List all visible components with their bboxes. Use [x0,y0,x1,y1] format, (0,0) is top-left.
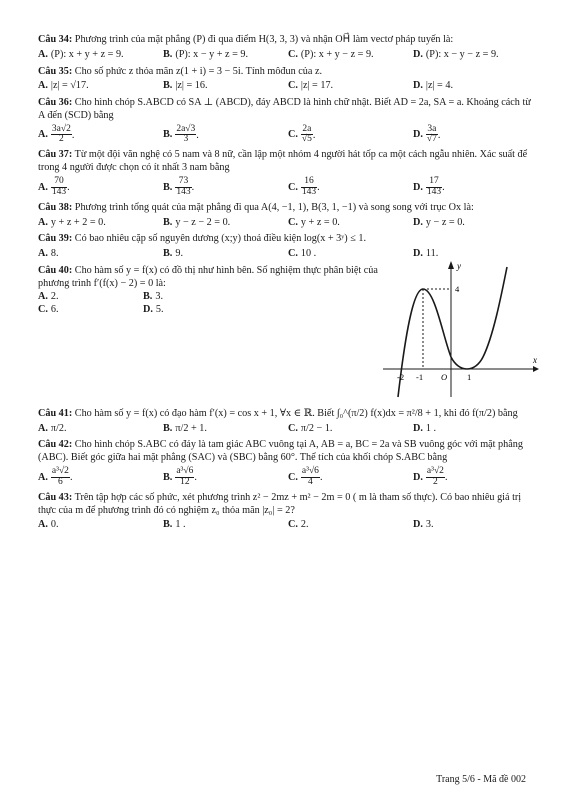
option-c[interactable]: C. (P): x + y − z = 9. [288,48,374,60]
option-d[interactable]: D. $\frac{\text{a³√2}}{2}$ . [413,465,448,487]
origin-label: O [441,371,448,382]
question-number: Câu 38: [38,201,73,213]
y-axis-arrow [448,261,454,269]
option-c[interactable]: C. y + z = 0. [288,216,340,228]
option-a[interactable]: A. $\frac{70}{143}$ . [38,175,70,197]
question-42 [38,439,538,487]
option-c[interactable]: C. 6. [38,304,59,316]
question-36 [38,97,538,145]
question-stem: Từ một đội văn nghệ có 5 nam và 8 nữ, cần lập một nhóm 4 người hát tốp ca một cách ngẫu nhiên. Xác suất để trong 4 người được chọn có ít nhất 3 nam bằng [38,149,528,174]
option-d[interactable]: D. (P): x − y − z = 9. [413,48,499,60]
option-c[interactable]: C. 2. [288,519,309,531]
option-b[interactable]: B. 3. [143,291,163,303]
question-37 [38,149,538,197]
option-d[interactable]: D. $\frac{3a}{√7}$ . [413,123,441,145]
question-41 [38,408,538,436]
option-a[interactable]: A. 0. [38,519,59,531]
function-graph [383,257,543,402]
option-a[interactable]: A. 8. [38,248,59,260]
option-c[interactable]: C. 10 . [288,248,317,260]
question-number: Câu 36: [38,97,73,108]
tick-x--1: -1 [416,371,424,382]
option-b[interactable]: B. $\frac{73}{143}$ . [163,175,195,197]
page-footer: Trang 5/6 - Mã đề 002 [436,773,526,785]
option-c[interactable]: C. $\frac{2a}{√5}$ . [288,123,316,145]
option-d[interactable]: D. |z| = 4. [413,80,453,92]
option-b[interactable]: B. $\frac{2a√3}{3}$ . [163,123,199,145]
option-a[interactable]: A. $\frac{3a√2}{2}$ . [38,123,75,145]
option-a[interactable]: A. 2. [38,291,59,303]
option-a[interactable]: A. $\frac{\text{a³√2}}{6}$ . [38,465,73,487]
option-b[interactable]: B. |z| = 16. [163,80,208,92]
option-d[interactable]: D. 11. [413,248,439,260]
fraction: $\frac{\text{a³√6}}{12}$ [176,465,194,487]
option-a[interactable]: A. y + z + 2 = 0. [38,216,106,228]
answer-options [38,49,538,62]
fraction: $\frac{\text{a³√6}}{4}$ [301,465,319,487]
question-number: Câu 40: [38,264,73,276]
question-stem: Phương trình của mặt phẳng (P) đi qua điểm H(3, 3, 3) và nhận OH⃗ làm vectơ pháp tuyến là: [74,34,454,45]
question-34 [38,34,538,62]
answer-options [38,519,538,532]
question-stem: Cho hàm số y = f(x) có đạo hàm f′(x) = cos x + 1, ∀x ∈ ℝ. Biết ∫₀^(π/2) f(x)dx = π²/8 + 1, khi đó f(π/2) bằng [74,407,518,419]
answer-options [38,177,538,198]
fraction: $\frac{70}{143}$ [51,175,67,197]
fraction: $\frac{\text{a³√2}}{2}$ [426,465,444,487]
fraction: $\frac{2a√3}{3}$ [176,123,196,145]
option-b[interactable]: B. 1 . [163,519,186,531]
option-b[interactable]: B. π/2 + 1. [163,422,207,434]
tick-x-1: 1 [467,371,472,382]
option-a[interactable]: A. (P): x + y + z = 9. [38,48,124,60]
curve-fx [398,267,507,397]
option-b[interactable]: B. y − z − 2 = 0. [163,216,231,228]
option-d[interactable]: D. $\frac{17}{143}$ . [413,175,445,197]
y-axis-label: y [457,260,461,271]
tick-x--2: -2 [397,371,405,382]
option-a[interactable]: A. |z| = √17. [38,80,89,92]
question-number: Câu 37: [38,149,73,161]
exam-page [38,34,538,536]
question-number: Câu 41: [38,407,73,419]
fraction: $\frac{3a}{√7}$ [426,123,437,145]
answer-options [38,217,538,230]
tick-y-4: 4 [455,283,460,294]
answer-options [38,291,248,317]
question-stem: Cho hàm số y = f(x) có đồ thị như hình bên. Số nghiệm thực phân biệt của phương trình f′(f(x) − 2) = 0 là: [38,264,378,289]
option-b[interactable]: B. $\frac{\text{a³√6}}{12}$ . [163,465,197,487]
fraction: $\frac{16}{143}$ [301,175,317,197]
question-number: Câu 42: [38,439,73,451]
option-d[interactable]: D. 1 . [413,422,437,434]
question-43 [38,492,538,532]
question-38 [38,202,538,230]
question-number: Câu 34: [38,34,73,45]
fraction: $\frac{17}{143}$ [426,175,442,197]
option-c[interactable]: C. π/2 − 1. [288,422,333,434]
option-d[interactable]: D. y − z = 0. [413,216,465,228]
option-b[interactable]: B. 9. [163,248,183,260]
question-stem: Cho hình chóp S.ABCD có SA ⊥ (ABCD), đáy ABCD là hình chữ nhật. Biết AD = 2a, SA = a. Khoảng cách từ A đến (SCD) bằng [38,97,531,121]
fraction: $\frac{2a}{√5}$ [301,123,312,145]
question-number: Câu 39: [38,233,73,245]
question-stem: Cho hình chóp S.ABC có đáy là tam giác ABC vuông tại A, AB = a, BC = 2a và SB vuông góc với mặt phẳng (ABC). Biết góc giữa hai mặt phẳng (SAC) và (SBC) bằng 60°. Thể tích của khối chóp S.ABC bằng [38,439,523,464]
answer-options [38,423,538,436]
answer-options [38,467,538,488]
fraction: $\frac{\text{a³√2}}{6}$ [51,465,69,487]
option-a[interactable]: A. π/2. [38,422,67,434]
question-stem: Trên tập hợp các số phức, xét phương trình z² − 2mz + m² − 2m = 0 ( m là tham số thực). Có bao nhiêu giá trị thực của m để phương trình đó có nghiệm z₀ thỏa mãn |z₀| = 2? [38,491,522,516]
question-group-top [38,34,538,261]
question-group-bottom [38,408,538,532]
option-d[interactable]: D. 3. [413,519,434,531]
answer-options [38,80,538,93]
question-stem: Có bao nhiêu cặp số nguyên dương (x;y) thoả điều kiện log(x + 3ʸ) ≤ 1. [74,233,367,245]
x-axis-arrow [533,366,539,372]
option-b[interactable]: B. (P): x − y + z = 9. [163,48,249,60]
question-35 [38,66,538,94]
question-number: Câu 43: [38,491,73,503]
fraction: $\frac{3a√2}{2}$ [51,123,71,145]
question-40 [38,260,538,405]
question-stem: Cho số phức z thỏa mãn z(1 + i) = 3 − 5i. Tính môđun của z. [74,65,323,77]
option-d[interactable]: D. 5. [143,304,164,316]
option-c[interactable]: C. $\frac{\text{a³√6}}{4}$ . [288,465,323,487]
option-c[interactable]: C. |z| = 17. [288,80,334,92]
fraction: $\frac{73}{143}$ [176,175,191,197]
question-number: Câu 35: [38,65,73,77]
answer-options [38,125,538,146]
option-c[interactable]: C. $\frac{16}{143}$ . [288,175,320,197]
x-axis-label: x [533,354,537,365]
question-stem: Phương trình tổng quát của mặt phẳng đi qua A(4, −1, 1), B(3, 1, −1) và song song với trục Ox là: [74,201,474,213]
